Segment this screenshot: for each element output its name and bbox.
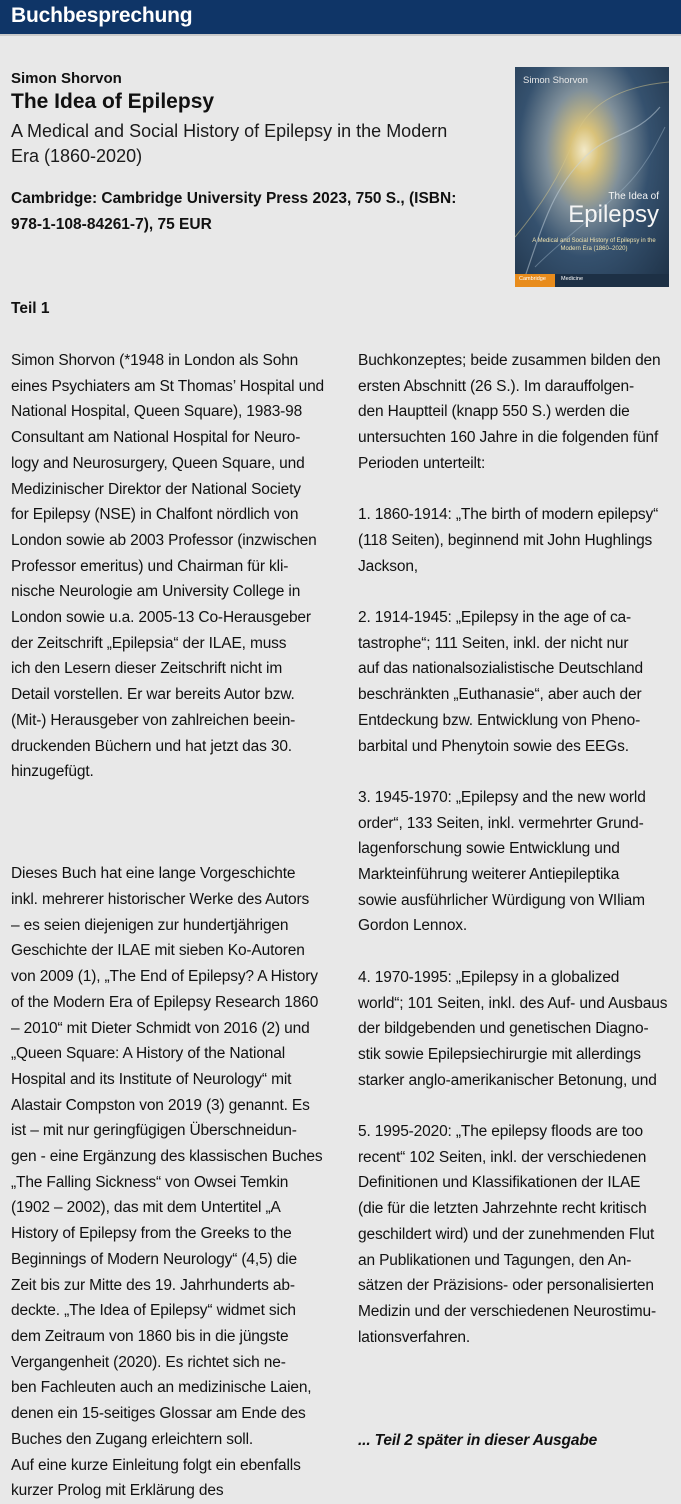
text-line: ben Fachleuten auch an medizinische Laien, [11,1379,312,1397]
text-line: Perioden unterteilt: [358,454,486,472]
cover-subtitle: A Medical and Social History of Epilepsy in the Modern Era (1860–2020) [532,238,656,252]
section-header-bar [0,0,681,36]
list-item-line: recent“ 102 Seiten, inkl. der verschiedenen [358,1148,647,1166]
cover-publisher-band [515,274,669,287]
text-line: Geschichte der ILAE mit sieben Ko-Autoren [11,942,305,960]
text-line: deckte. „The Idea of Epilepsy“ widmet sich [11,1302,296,1320]
text-line: den Hauptteil (knapp 550 S.) werden die [358,403,630,421]
list-item-line: tastrophe“; 111 Seiten, inkl. der nicht nur [358,634,629,652]
text-column-right [358,348,673,1453]
section-title: Buchbesprechung [11,4,193,27]
publication-line: 978-1-108-84261-7), 75 EUR [11,216,212,233]
text-line: Vergangenheit (2020). Es richtet sich ne- [11,1353,286,1371]
text-line: (Mit-) Herausgeber von zahlreichen beein- [11,711,296,729]
list-item-line: 1. 1860-1914: „The birth of modern epilepsy“ [358,506,659,524]
text-line: ich den Lesern dieser Zeitschrift nicht im [11,660,283,678]
text-line: kurzer Prolog mit Erklärung des [11,1482,224,1500]
text-line: dem Zeitraum von 1860 bis in die jüngste [11,1328,289,1345]
text-line: – es seien diejenigen zur hundertjährigen [11,916,289,934]
list-item-line: sowie ausführlicher Würdigung von WIliam [358,891,645,909]
publication-info [11,186,501,238]
text-line: Simon Shorvon (*1948 in London als Sohn [11,352,299,369]
list-item-line: geschildert wird) und der zunehmenden Flut [358,1225,655,1243]
text-line: ist – mit nur geringfügigen Überschneidun- [11,1122,297,1140]
book-subtitle [11,119,501,169]
cover-title-small: The Idea of [608,191,659,202]
text-line: Professor emeritus) und Chairman für kli- [11,557,289,575]
text-line: Beginnings of Modern Neurology“ (4,5) die [11,1250,297,1268]
text-line: denen ein 15-seitiges Glossar am Ende des [11,1405,306,1423]
text-line: for Epilepsy (NSE) in Chalfont nördlich von [11,506,299,524]
text-line: Medizinischer Direktor der National Society [11,480,301,498]
text-line: History of Epilepsy from the Greeks to the [11,1225,292,1243]
list-item-line: an Publikationen und Tagungen, den An- [358,1251,632,1269]
text-line: „The Falling Sickness“ von Owsei Temkin [11,1173,289,1191]
list-item-line: 5. 1995-2020: „The epilepsy floods are too [358,1123,643,1141]
list-item-line: 4. 1970-1995: „Epilepsy in a globalized [358,968,620,986]
text-line: inkl. mehrerer historischer Werke des Autors [11,891,310,909]
book-author: Simon Shorvon [11,70,122,87]
list-item-line: Medizin und der verschiedenen Neurostimu- [358,1302,656,1320]
text-line: logy and Neurosurgery, Queen Square, und [11,454,305,472]
list-item-line: der bildgebenden und genetischen Diagno- [358,1020,649,1038]
text-line: – 2010“ mit Dieter Schmidt von 2016 (2) und [11,1019,310,1037]
list-item-line: beschränkten „Euthanasie“, aber auch der [358,686,642,704]
text-line: untersuchten 160 Jahre in die folgenden fünf [358,429,659,447]
text-line: Auf eine kurze Einleitung folgt ein ebenfalls [11,1456,301,1474]
text-line: London sowie ab 2003 Professor (inzwischen [11,531,317,549]
subtitle-line: A Medical and Social History of Epilepsy in the Modern [11,121,448,141]
list-item-line: lagenforschung sowie Entwicklung und [358,840,620,858]
text-line: Consultant am National Hospital for Neuro- [11,429,301,447]
text-line: Buchkonzeptes; beide zusammen bilden den [358,352,661,369]
text-line: von 2009 (1), „The End of Epilepsy? A History [11,968,318,986]
text-line: nische Neurologie am University College in [11,583,301,601]
list-item-line: world“; 101 Seiten, inkl. des Auf- und Ausbaus [358,994,668,1012]
list-item-line: (118 Seiten), beginnend mit John Hughlings [358,531,653,549]
text-line: der Zeitschrift „Epilepsia“ der ILAE, muss [11,634,287,652]
list-item-line: Gordon Lennox. [358,917,468,935]
cover-author: Simon Shorvon [523,75,588,86]
list-item-line: 2. 1914-1945: „Epilepsy in the age of ca- [358,609,632,626]
text-line: Dieses Buch hat eine lange Vorgeschichte [11,865,296,883]
book-title: The Idea of Epilepsy [11,90,215,113]
subtitle-line: Era (1860-2020) [11,146,143,166]
list-item-line: 3. 1945-1970: „Epilepsy and the new world [358,788,646,806]
cover-publisher: Cambridge [519,276,546,282]
continuation-note: ... Teil 2 später in dieser Ausgabe [358,1431,598,1449]
text-line: hinzugefügt. [11,763,94,781]
text-line: „Queen Square: A History of the National [11,1045,286,1063]
cover-series: Medicine [561,276,584,282]
text-line: Alastair Compston von 2019 (3) genannt. Es [11,1096,310,1114]
list-item-line: (die für die letzten Jahrzehnte recht kritisch [358,1200,647,1218]
list-item-line: stik sowie Epilepsiechirurgie mit allerdings [358,1045,641,1063]
book-cover-image [515,67,669,287]
list-item-line: auf das nationalsozialistische Deutschland [358,660,643,678]
list-item-line: Definitionen und Klassifikationen der ILAE [358,1174,641,1192]
text-line: London sowie u.a. 2005-13 Co-Herausgeber [11,609,311,627]
text-line: of the Modern Era of Epilepsy Research 1860 [11,993,319,1011]
text-line: (1902 – 2002), das mit dem Untertitel „A [11,1199,281,1217]
list-item-line: barbital und Phenytoin sowie des EEGs. [358,737,629,755]
part-label: Teil 1 [11,300,50,317]
text-line: gen - eine Ergänzung des klassischen Buches [11,1148,323,1166]
publication-line: Cambridge: Cambridge University Press 2023, 750 S., (ISBN: [11,190,457,207]
text-line: Buches den Zugang erleichtern soll. [11,1430,254,1448]
list-item-line: order“, 133 Seiten, inkl. vermehrter Grund- [358,814,644,832]
text-column-left [11,348,331,1504]
text-line: druckenden Büchern und hat jetzt das 30. [11,737,292,755]
text-line: ersten Abschnitt (26 S.). Im darauffolgen- [358,377,635,395]
text-line: Hospital and its Institute of Neurology“ mit [11,1070,292,1088]
list-item-line: lationsverfahren. [358,1328,471,1346]
list-item-line: sätzen der Präzisions- oder personalisierten [358,1277,654,1295]
list-item-line: Markteinführung weiterer Antiepileptika [358,866,620,884]
cover-art [515,67,669,287]
text-line: Detail vorstellen. Er war bereits Autor bzw. [11,686,295,704]
list-item-line: Entdeckung bzw. Entwicklung von Pheno- [358,711,641,729]
cover-title-large: Epilepsy [568,201,659,228]
text-line: eines Psychiaters am St Thomas’ Hospital und [11,377,325,395]
list-item-line: starker anglo-amerikanischer Betonung, und [358,1071,657,1089]
text-line: National Hospital, Queen Square), 1983-98 [11,403,303,421]
list-item-line: Jackson, [358,557,418,575]
text-line: Zeit bis zur Mitte des 19. Jahrhunderts ab- [11,1276,295,1294]
